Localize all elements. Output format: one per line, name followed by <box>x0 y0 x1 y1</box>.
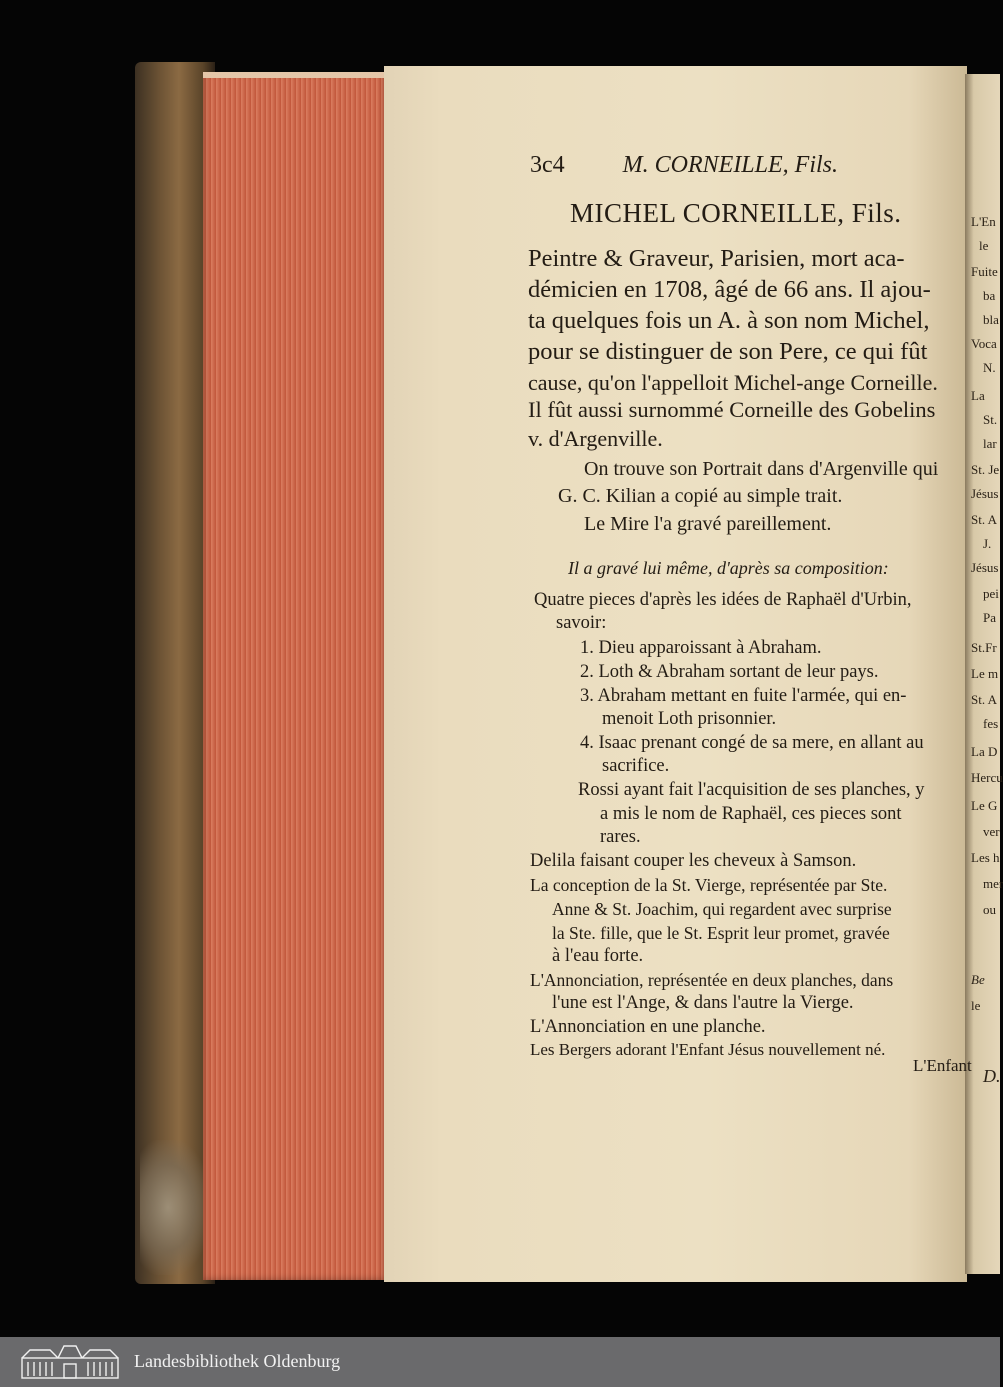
fragment: Jésus <box>971 560 999 575</box>
work-line: Anne & St. Joachim, qui regardent avec surprise <box>552 899 892 919</box>
fragment: Hercu <box>971 770 1003 785</box>
fragment: Jésus <box>971 486 999 501</box>
work-line: Rossi ayant fait l'acquisition de ses planches, y <box>578 780 925 800</box>
work-line: sacrifice. <box>602 756 670 776</box>
fragment: pei <box>983 586 999 601</box>
fragment: Le m <box>971 666 999 681</box>
work-line: 4. Isaac prenant congé de sa mere, en allant au <box>580 733 924 753</box>
fragment: ver <box>983 824 1000 839</box>
library-building-icon <box>20 1344 120 1380</box>
running-head <box>530 152 838 179</box>
running-head-title: M. CORNEILLE, Fils. <box>622 152 838 178</box>
bio-line: Il fût aussi surnommé Corneille des Gobelins <box>528 397 936 422</box>
work-line: L'Annonciation, représentée en deux planches, dans <box>530 970 894 990</box>
page-number: 3c4 <box>530 152 565 178</box>
entry-title: MICHEL CORNEILLE, Fils. <box>570 198 902 228</box>
bio-line: cause, qu'on l'appelloit Michel-ange Corneille. <box>528 370 938 395</box>
bio-line: pour se distinguer de son Pere, ce qui fût <box>528 338 928 365</box>
bio-line: ta quelques fois un A. à son nom Michel, <box>528 307 930 334</box>
work-line: 2. Loth & Abraham sortant de leur pays. <box>580 662 879 682</box>
fragment: lar <box>983 436 997 451</box>
library-footer <box>0 1337 1000 1387</box>
fragment: N. <box>983 360 996 375</box>
work-line: la Ste. fille, que le St. Esprit leur promet, gravée <box>552 923 890 943</box>
fragment: La D <box>971 744 998 759</box>
fragment: St.Fr <box>971 640 997 655</box>
fragment: bla <box>983 312 999 327</box>
next-page-fragment <box>965 74 1003 1274</box>
bio-line: Peintre & Graveur, Parisien, mort aca- <box>528 245 905 272</box>
fragment: St. Je <box>971 462 1000 477</box>
work-line: menoit Loth prisonnier. <box>602 709 777 729</box>
fragment: le <box>979 238 989 253</box>
fragment: ou <box>983 902 996 917</box>
work-line: La conception de la St. Vierge, représentée par Ste. <box>530 875 888 895</box>
fragment: St. A <box>971 512 998 527</box>
bio-line: v. d'Argenville. <box>528 426 663 451</box>
work-line: l'une est l'Ange, & dans l'autre la Vierge. <box>552 993 854 1013</box>
cover-wear <box>140 1140 210 1275</box>
work-line: L'Annonciation en une planche. <box>530 1017 766 1037</box>
works-subheading: Il a gravé lui même, d'après sa composition: <box>568 558 889 578</box>
page-edges-top <box>203 72 385 78</box>
portrait-line: On trouve son Portrait dans d'Argenville qui <box>584 458 939 480</box>
fragment: le <box>971 998 981 1013</box>
portrait-line: G. C. Kilian a copié au simple trait. <box>558 485 843 507</box>
fragment: fes <box>983 716 999 731</box>
fragment: ba <box>983 288 996 303</box>
work-line: 3. Abraham mettant en fuite l'armée, qui en- <box>580 686 907 706</box>
portrait-line: Le Mire l'a gravé pareillement. <box>584 513 832 535</box>
work-line: Delila faisant couper les cheveux à Samson. <box>530 851 857 871</box>
fragment: Pa <box>983 610 996 625</box>
fragment: St. <box>983 412 998 427</box>
fragment: Be <box>971 972 985 987</box>
fragment: Le G <box>971 798 998 813</box>
fragment: La <box>971 388 985 403</box>
work-line: 1. Dieu apparoissant à Abraham. <box>580 638 822 658</box>
fragment: D. <box>983 1066 1001 1086</box>
fragment: St. A <box>971 692 998 707</box>
fragment: Fuite <box>971 264 998 279</box>
work-line: rares. <box>600 827 641 847</box>
work-line: à l'eau forte. <box>552 946 644 966</box>
library-name: Landesbibliothek Oldenburg <box>134 1351 341 1371</box>
work-line: savoir: <box>556 613 607 633</box>
fragment: J. <box>983 536 992 551</box>
catchword: L'Enfant <box>913 1056 972 1075</box>
bio-line: démicien en 1708, âgé de 66 ans. Il ajou- <box>528 276 931 303</box>
fragment: Les h <box>971 850 1000 865</box>
page-edges <box>203 72 385 1280</box>
work-line: Quatre pieces d'après les idées de Raphaël d'Urbin, <box>534 590 912 610</box>
work-line: Les Bergers adorant l'Enfant Jésus nouvellement né. <box>530 1040 886 1059</box>
fragment: mer <box>983 876 1003 891</box>
fragment: L'En <box>971 214 996 229</box>
work-line: a mis le nom de Raphaël, ces pieces sont <box>600 804 902 824</box>
fragment: Voca <box>971 336 997 351</box>
